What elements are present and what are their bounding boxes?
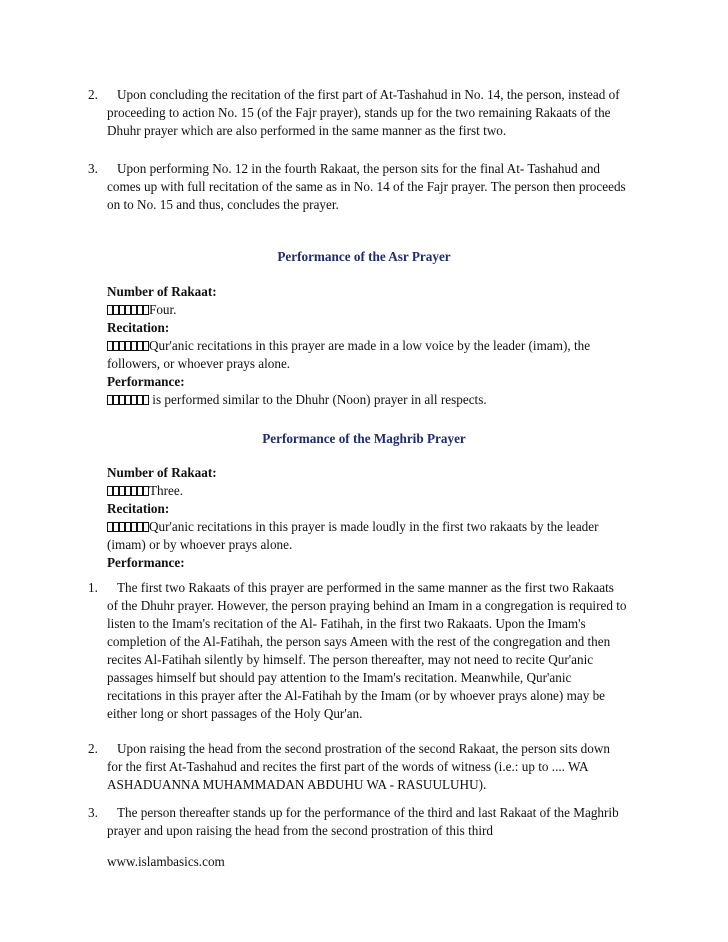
maghrib-details [107, 464, 627, 572]
item-text: The person thereafter stands up for the performance of the third and last Rakaat of the Maghrib prayer and upon raising the head from the second prostration of this third [107, 805, 619, 838]
asr-recitation-label: Recitation: [107, 320, 170, 335]
asr-rakaat-label: Number of Rakaat: [107, 284, 217, 299]
missing-glyph-icon [107, 301, 149, 319]
item-text: Upon raising the head from the second prostration of the second Rakaat, the person sits down for the first At-Tashahud and recites the first part of the words of witness (i.e.: up to .... WA ASHADUANNA MUHAMMADAN ABDUHU WA - RASUULUHU). [107, 741, 610, 792]
asr-heading: Performance of the Asr Prayer [277, 249, 451, 264]
item-number: 3. [88, 161, 98, 176]
item-text: Upon concluding the recitation of the first part of At-Tashahud in No. 14, the person, instead of proceeding to action No. 15 (of the Fajr prayer), stands up for the two remaining Rakaats of the Dhuhr prayer which are also performed in the same manner as the first two. [107, 87, 620, 138]
maghrib-heading: Performance of the Maghrib Prayer [262, 431, 466, 446]
list-item [88, 160, 628, 214]
asr-recitation-row [107, 337, 627, 373]
item-number: 3. [88, 805, 98, 820]
item-number: 2. [88, 741, 98, 756]
item-number: 2. [88, 87, 98, 102]
missing-glyph-icon [107, 337, 149, 355]
maghrib-performance-label: Performance: [107, 555, 185, 570]
item-text: Upon performing No. 12 in the fourth Rakaat, the person sits for the final At- Tashahud and comes up with full recitation of the same as in No. 14 of the Fajr prayer. The person then proceeds on to No. 15 and thus, concludes the prayer. [107, 161, 626, 212]
maghrib-rakaat-row [107, 482, 627, 500]
asr-performance-label: Performance: [107, 374, 185, 389]
maghrib-recitation-value: Qur'anic recitations in this prayer is made loudly in the first two rakaats by the leader (imam) or by whoever prays alone. [107, 519, 599, 552]
item-text: The first two Rakaats of this prayer are performed in the same manner as the first two Rakaats of the Dhuhr prayer. However, the person praying behind an Imam in a congregation is required to listen to the Imam's recitation of the Al- Fatihah, in the first two Rakaats. Upon the Imam's completion of the Al-Fatihah, the person says Ameen with the rest of the congregation and then recites Al-Fatihah silently by himself. The person thereafter, may not need to recite Qur'anic passages himself but should pay attention to the Imam's recitation. Meanwhile, Qur'anic recitations in this prayer after the Al-Fatihah by the Imam (or by whoever prays alone) may be either long or short passages of the Holy Qur'an. [107, 580, 627, 721]
asr-performance-value: is performed similar to the Dhuhr (Noon) prayer in all respects. [152, 392, 487, 407]
list-item [88, 579, 628, 723]
item-number: 1. [88, 580, 98, 595]
maghrib-rakaat-value: Three. [149, 483, 184, 498]
maghrib-recitation-label: Recitation: [107, 501, 170, 516]
asr-recitation-value: Qur'anic recitations in this prayer are made in a low voice by the leader (imam), the followers, or whoever prays alone. [107, 338, 591, 371]
asr-performance-row [107, 391, 627, 409]
maghrib-rakaat-label: Number of Rakaat: [107, 465, 217, 480]
list-item [88, 804, 628, 840]
missing-glyph-icon [107, 518, 149, 536]
footer-url: www.islambasics.com [107, 854, 225, 869]
list-item [88, 740, 628, 794]
maghrib-recitation-row [107, 518, 627, 554]
asr-details [107, 283, 627, 409]
asr-rakaat-value: Four. [149, 302, 177, 317]
list-item [88, 86, 628, 140]
missing-glyph-icon [107, 482, 149, 500]
missing-glyph-icon [107, 391, 149, 409]
asr-rakaat-row [107, 301, 627, 319]
